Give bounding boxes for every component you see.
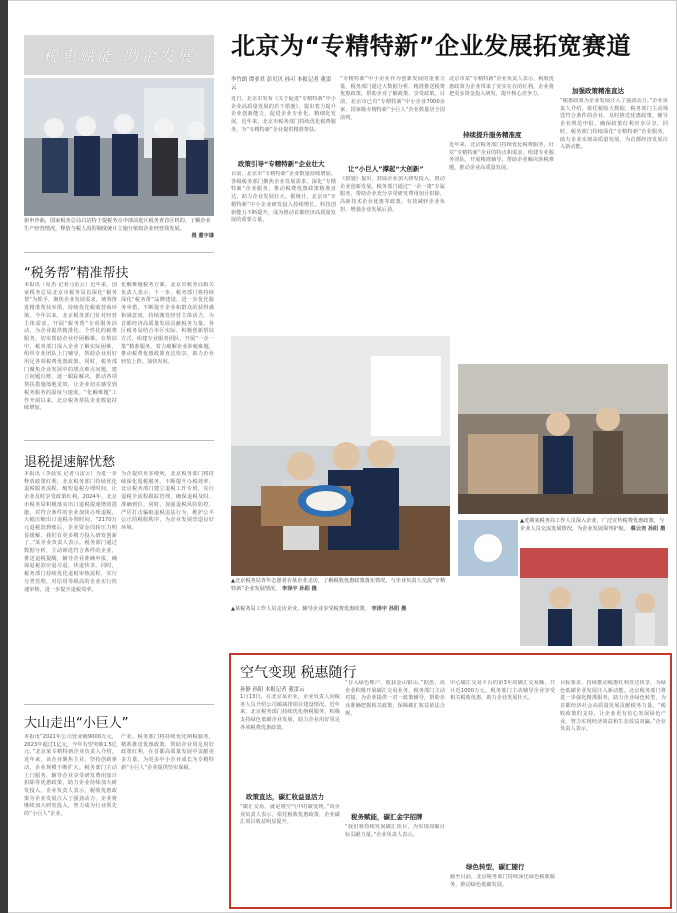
boxed-col1-subhead: 政策直达，碳汇收益显活力 [246, 793, 324, 801]
section3-title: 大山走出“小巨人” [24, 716, 129, 731]
main-col3-body: 近年来，北京税务部门持续优化税费服务，针对“专精特新”企业的特点和需求，组建专业服务团队，开展精准辅导，帮助企业解决涉税难题，推动企业高质量发展。 [449, 142, 554, 172]
main-col1-intro: 近日，北京市发布《关于促进“专精特新”中小企业高质量发展的若干措施》，提出着力提升企业创新能力，促进企业专业化、精细化发展。近年来，北京市税务部门持续优化税费服务，为“专精特新”企业提供精准帮扶。 [231, 96, 336, 133]
column-banner [24, 35, 214, 75]
tax-visit-photo-illustration [24, 78, 214, 216]
main-col2-body: 《措施》提出，鼓励企业加大研发投入，推动企业创新发展。税务部门通过“一企一策”专属服务，帮助企业充分享受研发费用加计扣除、高新技术企业优惠等政策，有效减轻企业负担，增强企业发展后劲。 [340, 176, 445, 213]
tax-visit-photo [24, 78, 214, 216]
photo-caption [24, 218, 214, 241]
section2-title: 退税提速解忧愁 [24, 455, 116, 470]
boxed-col3-body: 截至目前，北京税务部门持续深化绿色税收服务，推动绿色低碳发展。 [450, 874, 555, 888]
main-headline: 北京为“专精特新”企业发展拓宽赛道 [231, 32, 632, 60]
page-edge-strip [0, 0, 8, 913]
main-col4-body: “税惠政策为企业发展注入了强劲动力。”企业负责人介绍，依托税收大数据，税务部门主动筛选符合条件的企业，及时推送优惠政策，辅导企业规范申报，确保政策红利应享尽享。同时，税务部门持续深化“专精特新”企业服务，助力企业实现高质量发展，为首都经济发展注入新动能。 [560, 98, 668, 151]
photo-b-credit: 蔡云尧 孙阳 摄 [630, 525, 666, 532]
section3-body-b: 产业。税务部门将持续优化纳税服务，精准推送优惠政策，帮助企业用足用好政策红利，在首都高质量发展中贡献更多力量。为更多中小企业成长为专精特新“小巨人”企业提供坚实保障。 [121, 734, 214, 771]
main-byline: 李竹朗 谭亚君 彭贝贝 孙可 本报记者 董雷云 [231, 77, 332, 91]
workshop-illustration [458, 364, 668, 514]
boxed-col2-intro: “存入绿色账户，收获金山银山。”据悉，该企业积极开展碳汇交易业务，税务部门主动对接，为企业提供一对一政策辅导，帮助企业准确把握相关政策，保障碳汇收益依法合规。 [345, 680, 445, 717]
photo-c-credit: 李泽宇 孙阳 摄 [371, 606, 407, 612]
boxed-col3-subhead: 绿色转型，碳汇随行 [466, 863, 525, 871]
boxed-col2-body: “我们将持续发展碳汇项目，为实现双碳目标贡献力量。”企业负责人表示。 [345, 824, 445, 838]
main-col1-body: 目前，北京市“专精特新”企业数量持续增加，各级税务部门聚焦企业发展需求，深化“专精特新”企业服务，推动税费优惠政策精准直达，助力企业发展壮大。据统计，北京市“专精特新”中小企业研发投入持续增长，科技创新能力不断提升，成为推动首都经济高质量发展的重要力量。 [231, 171, 336, 224]
main-col2-intro: “专精特新”中小企业作为创新发展的重要力量，税务部门通过大数据分析，精准推送税费优惠政策，帮助企业了解政策、享受政策。目前，北京市已有“专精特新”中小企业7000余家，国家级专精特新“小巨人”企业数量居全国前列。 [340, 76, 445, 121]
tax-bureau-illustration [520, 548, 668, 646]
boxed-col2-subhead: 税务赋能，碳汇金字招牌 [351, 813, 423, 821]
main-col2-subhead: 让“小巨人”撑起“大创新” [348, 165, 424, 173]
section2-body-b: 为企提供更多便利，北京税务部门将持续深化退税服务，不断提升办税效率。北京税务部门建立退税工作专班，实行退税全流程跟踪管理，确保退税及时、准确到位。同时，加强退税风险防控，严厉打击骗取退税违法行为，维护公平公正的税收秩序，为企业发展营造良好环境。 [121, 471, 214, 531]
main-col3-intro: 北京市某“专精特新”企业负责人表示，税收优惠政策为企业带来了实实在在的红利，企业将把更多资金投入研发，提升核心竞争力。 [449, 76, 554, 98]
boxed-col1-body: “碳汇交易，就是将空气中的碳变现。”该企业负责人表示，依托税收优惠政策，企业碳汇项目收益明显提升。 [240, 804, 340, 826]
section1-title: “税务帮”精准帮扶 [24, 266, 129, 281]
tax-bureau-photo [520, 548, 668, 646]
boxed-col4-body: 目标要求，持续推动税惠红利直达快享，为绿色低碳企业发展注入新动能。北京税务部门将进一步强化精准服务，助力企业绿色转型，为首都经济社会高质量发展贡献税务力量。“税收政策的支持，让企业更有信心发展绿色产业，努力实现经济效益和生态效益双赢。”企业负责人表示。 [560, 680, 666, 733]
main-col1-subhead: 政策引导“专精特新”企业壮大 [238, 160, 325, 168]
section2-body-a: 本报讯（李晨雯 记者马雷云）为进一步释放政策红利，北京税务部门持续优化退税服务流程，缩短退税办理时间，让企业及时享受政策红利。2024年，北京市税务局积极落实出口退税提速增效措施，对符合条件的企业加快办理退税，大幅压缩出口退税办理时间。“2170万元退税款到账后，企业资金周转压力明显缓解，我们有更多精力投入研发创新了。”某企业负责人表示。税务部门通过数据分析，主动筛选符合条件的企业，推送退税提醒，辅导企业准确申报，确保退税款应退尽退、快退快享。同时，税务部门持续优化退税审核流程，实行分类管理，对信用等级高的企业实行快速审核，进一步提升退税效率。 [24, 471, 117, 593]
photo-credit: 摄 董宇谦 [191, 233, 214, 240]
boxed-col1-intro: 1月13日，在北京某企业，企业负责人向税务人员介绍公司碳减排项目建设情况。近年来，北京税务部门持续优化纳税服务，积极支持绿色低碳企业发展，助力企业用好用足各项税费优惠政策。 [240, 694, 340, 731]
banner-text: 税惠赋能 助企发展 [43, 46, 195, 65]
section3-body-a: 本报讯“2021年公司营业额9000万元，2023年超过1亿元，今年有望突破1.5亿元。”北京某专精特新企业负责人介绍。近年来，该企业聚焦主业，坚持创新驱动，企业规模不断扩大。税务部门主动上门服务，辅导企业享受研发费用加计扣除等优惠政策，助力企业持续加大研发投入。企业负责人表示，税收优惠政策为企业发展注入了强劲动力，企业将继续加大研发投入，努力成为行业领先的“小巨人”企业。 [24, 734, 117, 818]
main-col4-subhead: 加强政策精准直达 [572, 87, 624, 95]
workshop-photo [458, 364, 668, 514]
photo-c-caption [231, 606, 511, 614]
photo-a-caption [231, 578, 450, 593]
logo-photo [458, 520, 518, 576]
customs-officers-illustration [231, 336, 450, 576]
section-divider [24, 252, 214, 253]
customs-officers-photo [231, 336, 450, 576]
logo-illustration [458, 520, 518, 576]
section-divider [24, 704, 214, 705]
section1-body-b: 化解难题税务方案。北京市税务局相关负责人表示，下一步，税务部门将持续深化“税务帮”品牌建设，进一步优化服务举措，不断提升企业和群众的获得感和满意度，持续激发经营主体活力，为首都经济高质量发展贡献税务力量。各区税务局结合本区实际，积极创新帮扶方式，组建专业服务团队，开展“一企一策”精准服务，着力破解企业涉税难题，推动税费优惠政策直达快享，助力企业轻装上阵、加快发展。 [121, 282, 214, 366]
boxed-col3-intro: 中心碳汇交易平台的第3年的碳汇交易额，共计近1000万元。税务部门主动辅导企业享受相关税收优惠，助力企业发展壮大。 [450, 680, 555, 702]
boxed-headline: 空气变现 税惠随行 [240, 665, 357, 681]
photo-b-caption [520, 518, 668, 533]
section-divider [24, 440, 214, 441]
main-col3-subhead: 持续提升服务精准度 [463, 131, 522, 139]
photo-b-caption-text: ▲近期某税务局工作人员深入企业，广泛宣传税费优惠政策，与企业人员交流发展情况，为企业发展保驾护航。 [520, 518, 665, 532]
section1-body-a: 本报讯（易杰 记者马雷云）近年来，国家税务总局北京市税务局以深化“税务帮”为抓手，聚焦企业发展需求，统筹推进精准帮扶举措，持续优化税收营商环境。今年以来，北京税务部门针对经营主体需求，开展“税务帮”专项服务活动，为企业提供精准化、个性化的税费服务，切实帮助企业纾困解难。在帮扶中，税务部门深入企业了解实际困难，组织专业团队上门辅导，帮助企业用好用足各项税费优惠政策。同时，税务部门聚焦企业发展中的堵点难点问题，建立问题台账，逐一跟踪解决，推动各项帮扶措施落地见效，让企业切实感受到税务服务的温度与速度。“化解难题”工作开展以来，北京税务帮扶企业数量持续增加。 [24, 282, 117, 412]
photo-caption-text: 新申沙曲，国家税务总局白洁特于提税务点中部前进区税务查首区机的。了解企业生产经营情况，释放与税人沟的制度统计立施分依如企业经营效发展。 [24, 218, 211, 232]
photo-a-caption-text: ▲北京税务局青年志愿者在某企业走访，了解税收优惠政策落实情况，与企业负责人交流“专精特新”企业发展情况。 [231, 578, 446, 592]
photo-a-credit: 李泽宇 孙阳 摄 [282, 585, 317, 592]
photo-c-caption-text: ▲某税务局工作人员走访企业，辅导企业享受税费优惠政策。 [231, 606, 370, 612]
boxed-byline: 孙静 孙阳 本报记者 董雷云 [240, 687, 305, 693]
